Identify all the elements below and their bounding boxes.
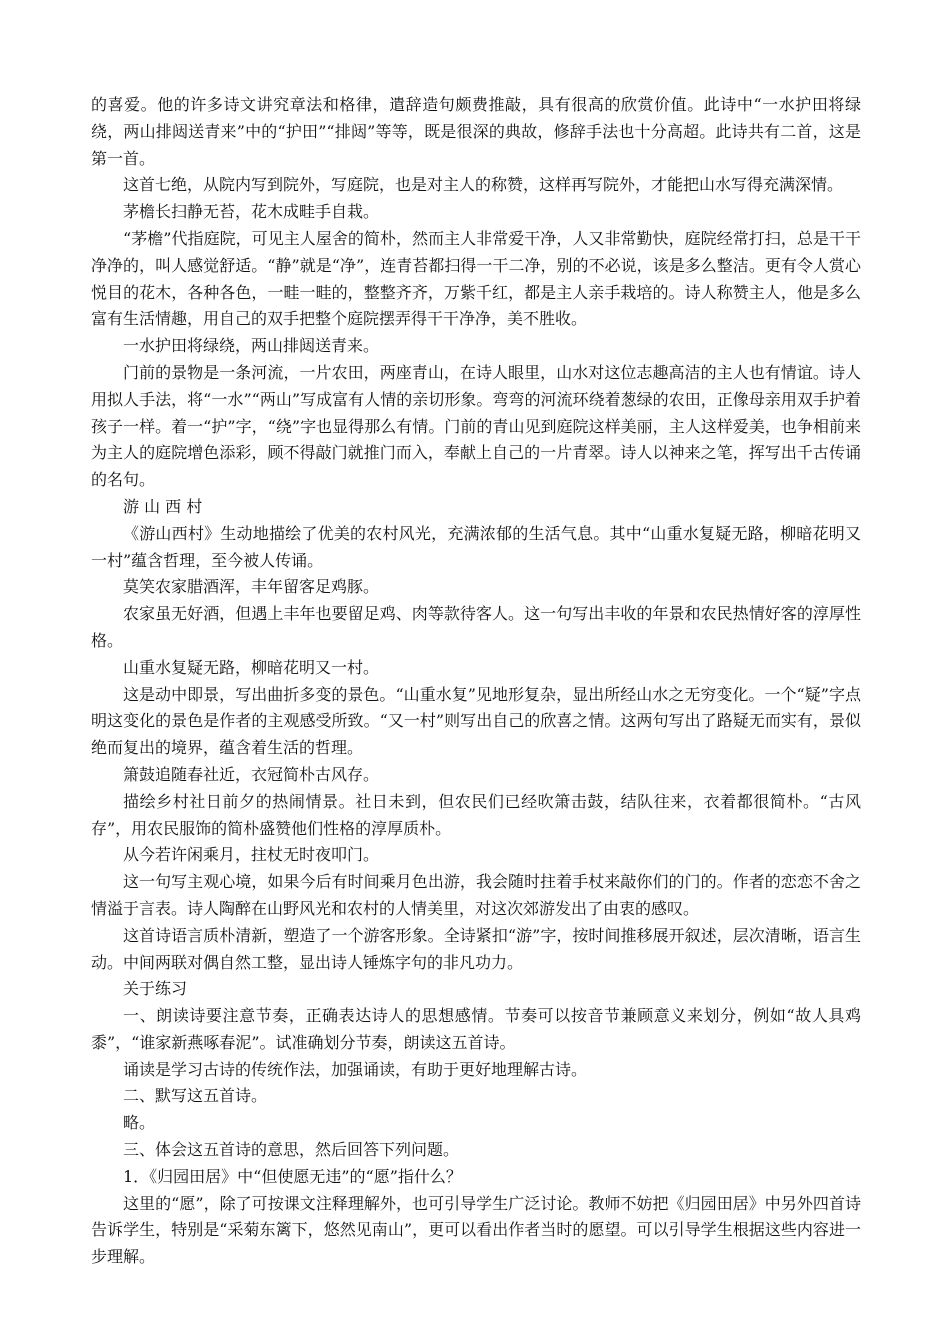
paragraph-commentary: 诵读是学习古诗的传统作法，加强诵读，有助于更好地理解古诗。: [123, 1059, 588, 1079]
paragraph-commentary: 略。: [123, 1113, 156, 1133]
poem-line: 茅檐长扫静无苔，花木成畦手自栽。: [123, 202, 380, 222]
section-heading: 游 山 西 村: [123, 496, 203, 516]
paragraph-commentary: “茅檐”代指庭院，可见主人屋舍的简朴，然而主人非常爱干净，人又非常勤快，庭院经常打扫，总是干干净净的，叫人感觉舒适。“静”就是“净”，连青苔都扫得一干二净，别的不必说，该是多么整洁。更有令人赏心悦目的花木，各种各色，一畦一畦的，整整齐齐，万紫千红，都是主人亲手栽培的。诗人称赞主人，他是多么富有生活情趣，用自己的双手把整个庭院摆弄得干干净净，美不胜收。: [91, 228, 861, 329]
section-heading: 关于练习: [123, 979, 188, 999]
document-page: [91, 92, 861, 1271]
paragraph-commentary: 这首诗语言质朴清新，塑造了一个游客形象。全诗紧扣“游”字，按时间推移展开叙述，层次清晰，语言生动。中间两联对偶自然工整，显出诗人锤炼字句的非凡功力。: [91, 925, 861, 972]
poem-line: 莫笑农家腊酒浑，丰年留客足鸡豚。: [123, 577, 380, 597]
paragraph-commentary: 农家虽无好酒，但遇上丰年也要留足鸡、肉等款待客人。这一句写出丰收的年景和农民热情好客的淳厚性格。: [91, 604, 861, 650]
poem-line: 山重水复疑无路，柳暗花明又一村。: [123, 657, 380, 677]
paragraph-commentary: 这首七绝，从院内写到院外，写庭院，也是对主人的称赞，这样再写院外，才能把山水写得充满深情。: [123, 175, 844, 195]
paragraph-commentary: 《游山西村》生动地描绘了优美的农村风光，充满浓郁的生活气息。其中“山重水复疑无路，柳暗花明又一村”蕴含哲理，至今被人传诵。: [91, 523, 861, 570]
poem-line: 一水护田将绿绕，两山排闼送青来。: [123, 336, 380, 356]
exercise-item: 一、朗读诗要注意节奏，正确表达诗人的思想感情。节奏可以按音节兼顾意义来划分，例如“故人具鸡黍”，“谁家新燕啄春泥”。试准确划分节奏，朗读这五首诗。: [91, 1006, 861, 1052]
exercise-question: 1．《归园田居》中“但使愿无违”的“愿”指什么？: [123, 1166, 462, 1186]
paragraph-commentary: 这是动中即景，写出曲折多变的景色。“山重水复”见地形复杂，显出所经山水之无穷变化。一个“疑”字点明这变化的景色是作者的主观感受所致。“又一村”则写出自己的欣喜之情。这两句写出了路疑无而实有，景似绝而复出的境界，蕴含着生活的哲理。: [91, 684, 861, 758]
poem-line: 从今若许闲乘月，拄杖无时夜叩门。: [123, 845, 380, 865]
exercise-item: 二、默写这五首诗。: [123, 1086, 268, 1106]
paragraph-commentary: 这里的“愿”，除了可按课文注释理解外，也可引导学生广泛讨论。教师不妨把《归园田居》中另外四首诗告诉学生，特别是“采菊东篱下，悠然见南山”，更可以看出作者当时的愿望。可以引导学生根据这些内容进一步理解。: [91, 1193, 861, 1267]
poem-line: 箫鼓追随春社近，衣冠简朴古风存。: [123, 764, 380, 784]
exercise-item: 三、体会这五首诗的意思，然后回答下列问题。: [123, 1140, 460, 1160]
paragraph-commentary: 描绘乡村社日前夕的热闹情景。社日未到，但农民们已经吹箫击鼓，结队往来，衣着都很简朴。“古风存”，用农民服饰的简朴盛赞他们性格的淳厚质朴。: [91, 791, 861, 838]
paragraph-commentary: 门前的景物是一条河流，一片农田，两座青山，在诗人眼里，山水对这位志趣高洁的主人也有情谊。诗人用拟人手法，将“一水”“两山”写成富有人情的亲切形象。弯弯的河流环绕着葱绿的农田，正像母亲用双手护着孩子一样。着一“护”字，“绕”字也显得那么有情。门前的青山见到庭院这样美丽，主人这样爱美，也争相前来为主人的庭院增色添彩，顾不得敲门就推门而入，奉献上自己的一片青翠。诗人以神来之笔，挥写出千古传诵的名句。: [91, 362, 861, 490]
paragraph-commentary: 这一句写主观心境，如果今后有时间乘月色出游，我会随时拄着手杖来敲你们的门的。作者的恋恋不舍之情溢于言表。诗人陶醉在山野风光和农村的人情美里，对这次郊游发出了由衷的感叹。: [91, 872, 861, 918]
paragraph-continuation: 的喜爱。他的许多诗文讲究章法和格律，遣辞造句颇费推敲，具有很高的欣赏价值。此诗中“一水护田将绿绕，两山排闼送青来”中的“护田”“排闼”等等，既是很深的典故，修辞手法也十分高超。此诗共有二首，这是第一首。: [91, 95, 861, 168]
